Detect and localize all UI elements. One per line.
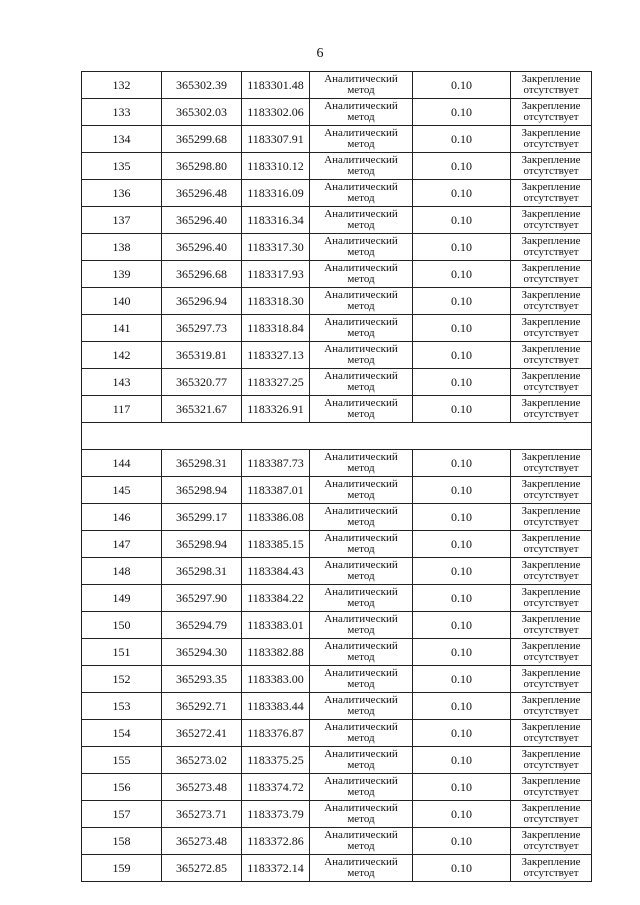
- table-row: [82, 558, 592, 585]
- x-coordinate-cell: 365273.48: [162, 774, 242, 801]
- method-cell: Аналитический метод: [310, 558, 413, 585]
- accuracy-cell: 0.10: [413, 666, 511, 693]
- fixation-cell: Закрепление отсутствует: [511, 315, 592, 342]
- y-coordinate-cell: 1183382.88: [242, 639, 310, 666]
- accuracy-cell: 0.10: [413, 234, 511, 261]
- point-number-cell: 141: [82, 315, 162, 342]
- point-number-cell: 143: [82, 369, 162, 396]
- table-row: [82, 828, 592, 855]
- y-coordinate-cell: 1183385.15: [242, 531, 310, 558]
- x-coordinate-cell: 365302.03: [162, 99, 242, 126]
- method-cell: Аналитический метод: [310, 180, 413, 207]
- y-coordinate-cell: 1183383.44: [242, 693, 310, 720]
- y-coordinate-cell: 1183316.09: [242, 180, 310, 207]
- y-coordinate-cell: 1183307.91: [242, 126, 310, 153]
- point-number-cell: 149: [82, 585, 162, 612]
- x-coordinate-cell: 365273.71: [162, 801, 242, 828]
- x-coordinate-cell: 365272.85: [162, 855, 242, 882]
- y-coordinate-cell: 1183327.13: [242, 342, 310, 369]
- table-row: [82, 774, 592, 801]
- y-coordinate-cell: 1183372.86: [242, 828, 310, 855]
- method-cell: Аналитический метод: [310, 288, 413, 315]
- x-coordinate-cell: 365296.40: [162, 207, 242, 234]
- y-coordinate-cell: 1183326.91: [242, 396, 310, 423]
- accuracy-cell: 0.10: [413, 612, 511, 639]
- point-number-cell: 154: [82, 720, 162, 747]
- fixation-cell: Закрепление отсутствует: [511, 234, 592, 261]
- x-coordinate-cell: 365299.68: [162, 126, 242, 153]
- table-row: [82, 126, 592, 153]
- accuracy-cell: 0.10: [413, 72, 511, 99]
- x-coordinate-cell: 365321.67: [162, 396, 242, 423]
- fixation-cell: Закрепление отсутствует: [511, 720, 592, 747]
- method-cell: Аналитический метод: [310, 342, 413, 369]
- point-number-cell: 148: [82, 558, 162, 585]
- method-cell: Аналитический метод: [310, 585, 413, 612]
- table-row: [82, 72, 592, 99]
- table-row: [82, 207, 592, 234]
- table-row: [82, 504, 592, 531]
- table-row: [82, 531, 592, 558]
- y-coordinate-cell: 1183387.01: [242, 477, 310, 504]
- table-row: [82, 153, 592, 180]
- fixation-cell: Закрепление отсутствует: [511, 828, 592, 855]
- table-row: [82, 396, 592, 423]
- fixation-cell: Закрепление отсутствует: [511, 207, 592, 234]
- point-number-cell: 136: [82, 180, 162, 207]
- x-coordinate-cell: 365298.94: [162, 477, 242, 504]
- fixation-cell: Закрепление отсутствует: [511, 477, 592, 504]
- point-number-cell: 145: [82, 477, 162, 504]
- point-number-cell: 144: [82, 450, 162, 477]
- accuracy-cell: 0.10: [413, 639, 511, 666]
- y-coordinate-cell: 1183318.84: [242, 315, 310, 342]
- method-cell: Аналитический метод: [310, 369, 413, 396]
- method-cell: Аналитический метод: [310, 504, 413, 531]
- table-row: [82, 693, 592, 720]
- x-coordinate-cell: 365298.94: [162, 531, 242, 558]
- y-coordinate-cell: 1183374.72: [242, 774, 310, 801]
- table-row: [82, 342, 592, 369]
- method-cell: Аналитический метод: [310, 153, 413, 180]
- method-cell: Аналитический метод: [310, 207, 413, 234]
- point-number-cell: 139: [82, 261, 162, 288]
- accuracy-cell: 0.10: [413, 153, 511, 180]
- point-number-cell: 147: [82, 531, 162, 558]
- y-coordinate-cell: 1183302.06: [242, 99, 310, 126]
- method-cell: Аналитический метод: [310, 531, 413, 558]
- accuracy-cell: 0.10: [413, 99, 511, 126]
- accuracy-cell: 0.10: [413, 531, 511, 558]
- accuracy-cell: 0.10: [413, 180, 511, 207]
- point-number-cell: 152: [82, 666, 162, 693]
- method-cell: Аналитический метод: [310, 639, 413, 666]
- x-coordinate-cell: 365292.71: [162, 693, 242, 720]
- x-coordinate-cell: 365293.35: [162, 666, 242, 693]
- method-cell: Аналитический метод: [310, 747, 413, 774]
- table-row: [82, 315, 592, 342]
- fixation-cell: Закрепление отсутствует: [511, 126, 592, 153]
- method-cell: Аналитический метод: [310, 477, 413, 504]
- point-number-cell: 132: [82, 72, 162, 99]
- accuracy-cell: 0.10: [413, 396, 511, 423]
- y-coordinate-cell: 1183383.01: [242, 612, 310, 639]
- table-row: [82, 855, 592, 882]
- method-cell: Аналитический метод: [310, 801, 413, 828]
- accuracy-cell: 0.10: [413, 315, 511, 342]
- page-number: 6: [316, 46, 324, 61]
- fixation-cell: Закрепление отсутствует: [511, 396, 592, 423]
- method-cell: Аналитический метод: [310, 693, 413, 720]
- method-cell: Аналитический метод: [310, 261, 413, 288]
- x-coordinate-cell: 365297.73: [162, 315, 242, 342]
- x-coordinate-cell: 365294.79: [162, 612, 242, 639]
- table-row: [82, 612, 592, 639]
- method-cell: Аналитический метод: [310, 126, 413, 153]
- accuracy-cell: 0.10: [413, 774, 511, 801]
- fixation-cell: Закрепление отсутствует: [511, 180, 592, 207]
- point-number-cell: 155: [82, 747, 162, 774]
- point-number-cell: 146: [82, 504, 162, 531]
- fixation-cell: Закрепление отсутствует: [511, 342, 592, 369]
- table-row: [82, 369, 592, 396]
- fixation-cell: Закрепление отсутствует: [511, 99, 592, 126]
- point-number-cell: 140: [82, 288, 162, 315]
- accuracy-cell: 0.10: [413, 369, 511, 396]
- accuracy-cell: 0.10: [413, 585, 511, 612]
- accuracy-cell: 0.10: [413, 504, 511, 531]
- y-coordinate-cell: 1183318.30: [242, 288, 310, 315]
- x-coordinate-cell: 365273.48: [162, 828, 242, 855]
- x-coordinate-cell: 365320.77: [162, 369, 242, 396]
- y-coordinate-cell: 1183376.87: [242, 720, 310, 747]
- x-coordinate-cell: 365294.30: [162, 639, 242, 666]
- y-coordinate-cell: 1183375.25: [242, 747, 310, 774]
- y-coordinate-cell: 1183316.34: [242, 207, 310, 234]
- method-cell: Аналитический метод: [310, 99, 413, 126]
- x-coordinate-cell: 365296.94: [162, 288, 242, 315]
- y-coordinate-cell: 1183317.93: [242, 261, 310, 288]
- x-coordinate-cell: 365297.90: [162, 585, 242, 612]
- y-coordinate-cell: 1183372.14: [242, 855, 310, 882]
- fixation-cell: Закрепление отсутствует: [511, 774, 592, 801]
- method-cell: Аналитический метод: [310, 234, 413, 261]
- table-row: [82, 234, 592, 261]
- method-cell: Аналитический метод: [310, 774, 413, 801]
- method-cell: Аналитический метод: [310, 315, 413, 342]
- point-number-cell: 156: [82, 774, 162, 801]
- fixation-cell: Закрепление отсутствует: [511, 801, 592, 828]
- x-coordinate-cell: 365273.02: [162, 747, 242, 774]
- table-row: [82, 477, 592, 504]
- empty-separator-cell: [82, 423, 592, 450]
- fixation-cell: Закрепление отсутствует: [511, 450, 592, 477]
- coordinates-table: [81, 71, 592, 882]
- y-coordinate-cell: 1183387.73: [242, 450, 310, 477]
- accuracy-cell: 0.10: [413, 720, 511, 747]
- method-cell: Аналитический метод: [310, 828, 413, 855]
- table-row: [82, 639, 592, 666]
- accuracy-cell: 0.10: [413, 693, 511, 720]
- fixation-cell: Закрепление отсутствует: [511, 855, 592, 882]
- fixation-cell: Закрепление отсутствует: [511, 585, 592, 612]
- point-number-cell: 137: [82, 207, 162, 234]
- accuracy-cell: 0.10: [413, 855, 511, 882]
- accuracy-cell: 0.10: [413, 801, 511, 828]
- method-cell: Аналитический метод: [310, 666, 413, 693]
- table-row: [82, 288, 592, 315]
- accuracy-cell: 0.10: [413, 828, 511, 855]
- point-number-cell: 133: [82, 99, 162, 126]
- method-cell: Аналитический метод: [310, 720, 413, 747]
- fixation-cell: Закрепление отсутствует: [511, 153, 592, 180]
- x-coordinate-cell: 365319.81: [162, 342, 242, 369]
- accuracy-cell: 0.10: [413, 126, 511, 153]
- table-row: [82, 99, 592, 126]
- x-coordinate-cell: 365296.48: [162, 180, 242, 207]
- method-cell: Аналитический метод: [310, 612, 413, 639]
- point-number-cell: 151: [82, 639, 162, 666]
- fixation-cell: Закрепление отсутствует: [511, 693, 592, 720]
- fixation-cell: Закрепление отсутствует: [511, 369, 592, 396]
- table-row: [82, 720, 592, 747]
- x-coordinate-cell: 365296.68: [162, 261, 242, 288]
- x-coordinate-cell: 365296.40: [162, 234, 242, 261]
- fixation-cell: Закрепление отсутствует: [511, 531, 592, 558]
- table-row: [82, 180, 592, 207]
- x-coordinate-cell: 365298.80: [162, 153, 242, 180]
- accuracy-cell: 0.10: [413, 207, 511, 234]
- block-separator-row: [82, 423, 592, 450]
- point-number-cell: 142: [82, 342, 162, 369]
- table-row: [82, 261, 592, 288]
- y-coordinate-cell: 1183386.08: [242, 504, 310, 531]
- point-number-cell: 158: [82, 828, 162, 855]
- point-number-cell: 153: [82, 693, 162, 720]
- y-coordinate-cell: 1183301.48: [242, 72, 310, 99]
- accuracy-cell: 0.10: [413, 261, 511, 288]
- x-coordinate-cell: 365272.41: [162, 720, 242, 747]
- point-number-cell: 159: [82, 855, 162, 882]
- table-row: [82, 585, 592, 612]
- point-number-cell: 157: [82, 801, 162, 828]
- x-coordinate-cell: 365302.39: [162, 72, 242, 99]
- point-number-cell: 138: [82, 234, 162, 261]
- table-row: [82, 747, 592, 774]
- fixation-cell: Закрепление отсутствует: [511, 261, 592, 288]
- accuracy-cell: 0.10: [413, 747, 511, 774]
- fixation-cell: Закрепление отсутствует: [511, 72, 592, 99]
- accuracy-cell: 0.10: [413, 477, 511, 504]
- y-coordinate-cell: 1183383.00: [242, 666, 310, 693]
- point-number-cell: 150: [82, 612, 162, 639]
- y-coordinate-cell: 1183384.43: [242, 558, 310, 585]
- fixation-cell: Закрепление отсутствует: [511, 558, 592, 585]
- accuracy-cell: 0.10: [413, 342, 511, 369]
- x-coordinate-cell: 365298.31: [162, 558, 242, 585]
- y-coordinate-cell: 1183310.12: [242, 153, 310, 180]
- method-cell: Аналитический метод: [310, 396, 413, 423]
- x-coordinate-cell: 365299.17: [162, 504, 242, 531]
- x-coordinate-cell: 365298.31: [162, 450, 242, 477]
- fixation-cell: Закрепление отсутствует: [511, 612, 592, 639]
- accuracy-cell: 0.10: [413, 288, 511, 315]
- method-cell: Аналитический метод: [310, 72, 413, 99]
- y-coordinate-cell: 1183327.25: [242, 369, 310, 396]
- point-number-cell: 135: [82, 153, 162, 180]
- fixation-cell: Закрепление отсутствует: [511, 288, 592, 315]
- fixation-cell: Закрепление отсутствует: [511, 666, 592, 693]
- table-row: [82, 450, 592, 477]
- method-cell: Аналитический метод: [310, 450, 413, 477]
- y-coordinate-cell: 1183317.30: [242, 234, 310, 261]
- fixation-cell: Закрепление отсутствует: [511, 504, 592, 531]
- method-cell: Аналитический метод: [310, 855, 413, 882]
- table-row: [82, 666, 592, 693]
- fixation-cell: Закрепление отсутствует: [511, 639, 592, 666]
- y-coordinate-cell: 1183384.22: [242, 585, 310, 612]
- table-row: [82, 801, 592, 828]
- point-number-cell: 117: [82, 396, 162, 423]
- accuracy-cell: 0.10: [413, 450, 511, 477]
- y-coordinate-cell: 1183373.79: [242, 801, 310, 828]
- point-number-cell: 134: [82, 126, 162, 153]
- accuracy-cell: 0.10: [413, 558, 511, 585]
- fixation-cell: Закрепление отсутствует: [511, 747, 592, 774]
